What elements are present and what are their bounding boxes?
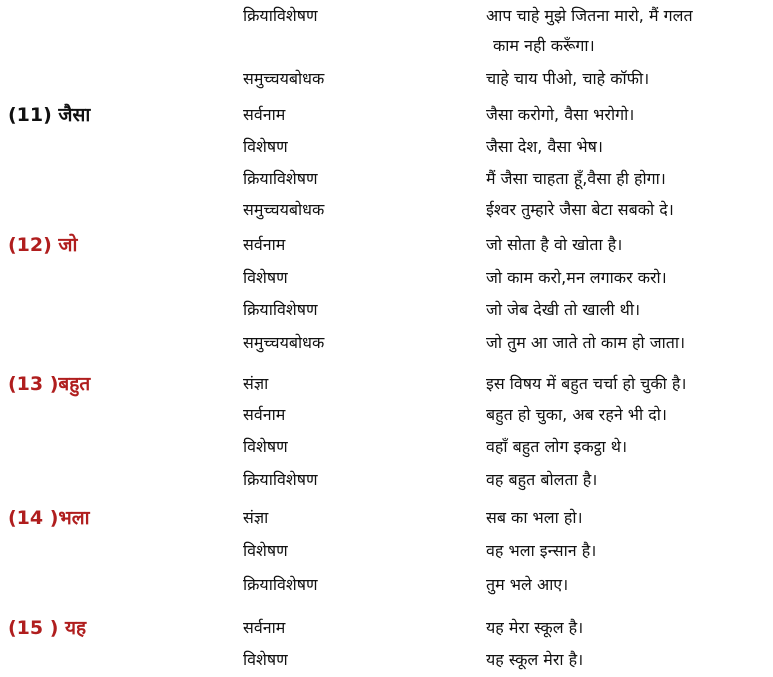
category-label: क्रियाविशेषण [243,6,318,25]
category-label: सर्वनाम [243,618,286,637]
table-row [0,132,773,162]
example-sentence: ईश्वर तुम्हारे जैसा बेटा सबको दे। [486,200,674,219]
example-sentence: जैसा देश, वैसा भेष। [486,137,603,156]
example-sentence: वह बहुत बोलता है। [486,470,598,489]
table-row [0,570,773,600]
table-row [0,164,773,194]
category-label: विशेषण [243,437,288,456]
section-heading-bahut: (13 )बहुत [8,373,91,395]
table-row [0,100,773,130]
table-row [0,465,773,495]
example-sentence: तुम भले आए। [486,575,569,594]
category-label: समुच्चयबोधक [243,200,325,219]
category-label: क्रियाविशेषण [243,575,318,594]
table-row [0,195,773,225]
category-label: संज्ञा [243,508,269,527]
example-sentence: आप चाहे मुझे जितना मारो, मैं गलत [486,6,693,25]
table-row [0,536,773,566]
example-sentence: जैसा करोगो, वैसा भरोगो। [486,105,635,124]
table-row [0,432,773,462]
table-row [0,64,773,94]
category-label: विशेषण [243,650,288,669]
category-label: विशेषण [243,137,288,156]
example-sentence: बहुत हो चुका, अब रहने भी दो। [486,405,667,424]
example-sentence: वहाँ बहुत लोग इकट्ठा थे। [486,437,628,456]
table-row [0,263,773,293]
table-row [0,369,773,399]
example-sentence: मैं जैसा चाहता हूँ,वैसा ही होगा। [486,169,666,188]
example-sentence-continued: काम नही करूँगा। [493,36,595,55]
example-sentence: यह मेरा स्कूल है। [486,618,584,637]
example-sentence: सब का भला हो। [486,508,583,527]
table-row [0,31,773,61]
table-row [0,1,773,31]
section-heading-yah: (15 ) यह [8,617,87,639]
example-sentence: जो सोता है वो खोता है। [486,235,623,254]
table-row [0,400,773,430]
category-label: सर्वनाम [243,235,286,254]
example-sentence: इस विषय में बहुत चर्चा हो चुकी है। [486,374,687,393]
category-label: सर्वनाम [243,105,286,124]
table-row [0,295,773,325]
category-label: क्रियाविशेषण [243,300,318,319]
section-heading-jo: (12) जो [8,234,78,256]
example-sentence: जो जेब देखी तो खाली थी। [486,300,641,319]
example-sentence: जो काम करो,मन लगाकर करो। [486,268,667,287]
example-sentence: जो तुम आ जाते तो काम हो जाता। [486,333,686,352]
category-label: विशेषण [243,268,288,287]
category-label: क्रियाविशेषण [243,470,318,489]
category-label: समुच्चयबोधक [243,69,325,88]
section-heading-bhala: (14 )भला [8,507,90,529]
category-label: विशेषण [243,541,288,560]
category-label: सर्वनाम [243,405,286,424]
category-label: समुच्चयबोधक [243,333,325,352]
category-label: संज्ञा [243,374,269,393]
example-sentence: वह भला इन्सान है। [486,541,597,560]
table-row [0,328,773,358]
table-row [0,230,773,260]
example-sentence: चाहे चाय पीओ, चाहे कॉफी। [486,69,650,88]
section-heading-jaisa: (11) जैसा [8,104,91,126]
table-row [0,503,773,533]
example-sentence: यह स्कूल मेरा है। [486,650,584,669]
table-row [0,645,773,675]
table-row [0,613,773,643]
category-label: क्रियाविशेषण [243,169,318,188]
